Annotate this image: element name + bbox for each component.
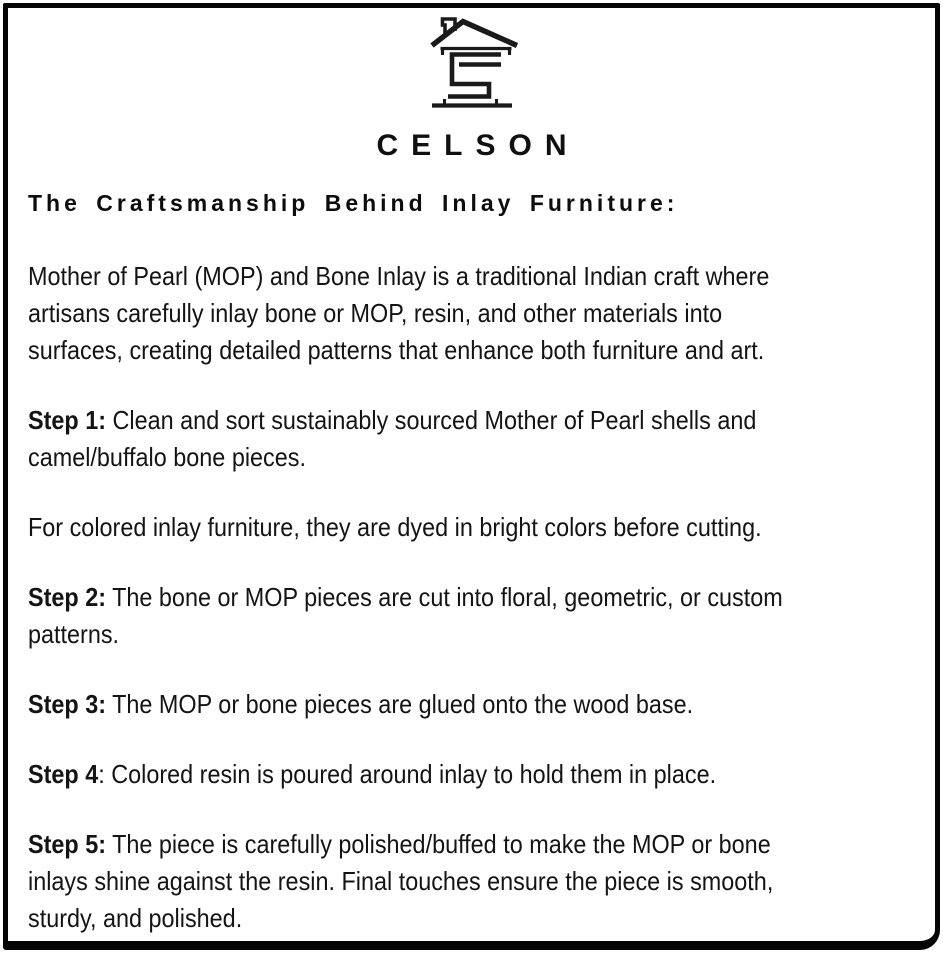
- brand-wordmark: CELSON: [376, 129, 580, 162]
- step-5-label: Step 5:: [28, 829, 107, 859]
- paragraph-line: The MOP or bone pieces are glued onto the wood base.: [106, 689, 694, 719]
- brand-logo: [424, 11, 520, 113]
- step-2-paragraph: [28, 579, 940, 653]
- step-4-paragraph: [28, 756, 940, 793]
- paragraph-line: : Colored resin is poured around inlay to hold them in place.: [98, 759, 717, 789]
- paragraph-line: Clean and sort sustainably sourced Mother of Pearl shells and: [106, 405, 757, 435]
- paragraph-line: The bone or MOP pieces are cut into floral, geometric, or custom: [106, 582, 783, 612]
- article-body: [28, 258, 940, 937]
- page-title: The Craftsmanship Behind Inlay Furniture:: [28, 190, 679, 216]
- paragraph-line: surfaces, creating detailed patterns that enhance both furniture and art.: [28, 335, 765, 365]
- paragraph-line: camel/buffalo bone pieces.: [28, 442, 306, 472]
- paragraph-line: patterns.: [28, 619, 120, 649]
- paragraph-line: sturdy, and polished.: [28, 903, 243, 933]
- paragraph-line: For colored inlay furniture, they are dyed in bright colors before cutting.: [28, 512, 762, 542]
- paragraph-line: Mother of Pearl (MOP) and Bone Inlay is a traditional Indian craft where: [28, 261, 770, 291]
- document-page: [3, 3, 940, 950]
- step-3-paragraph: [28, 686, 940, 723]
- paragraph-line: artisans carefully inlay bone or MOP, resin, and other materials into: [28, 298, 723, 328]
- step-5-paragraph: [28, 826, 940, 937]
- step-1-label: Step 1:: [28, 405, 107, 435]
- step-2-label: Step 2:: [28, 582, 107, 612]
- intro-paragraph: [28, 258, 940, 369]
- paragraph-line: The piece is carefully polished/buffed to make the MOP or bone: [106, 829, 771, 859]
- step-1-paragraph: [28, 402, 940, 476]
- colored-inlay-paragraph: [28, 509, 940, 546]
- paragraph-line: inlays shine against the resin. Final touches ensure the piece is smooth,: [28, 866, 774, 896]
- step-3-label: Step 3:: [28, 689, 107, 719]
- house-monogram-icon: [424, 11, 520, 113]
- step-4-label: Step 4: [28, 759, 99, 789]
